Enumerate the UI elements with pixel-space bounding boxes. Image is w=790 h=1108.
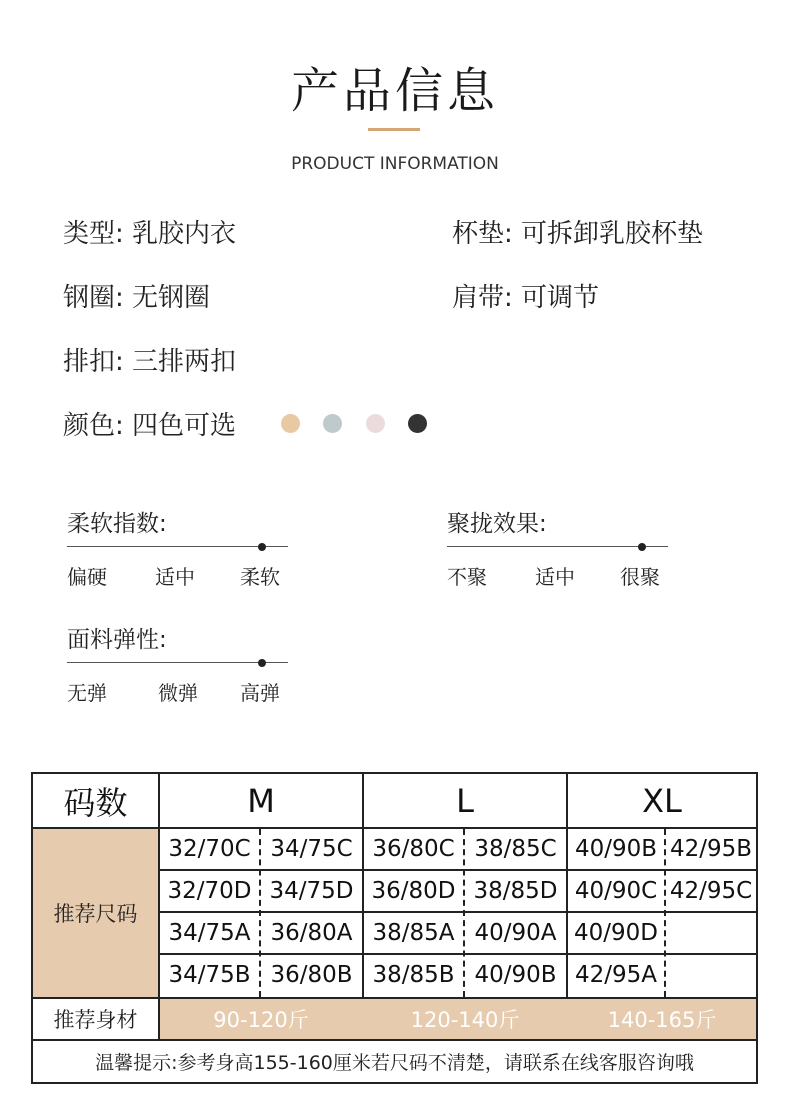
table-rule [33, 997, 756, 999]
softness-label: 柔软指数: [67, 511, 167, 537]
swatch-pink[interactable] [366, 414, 385, 433]
push-option-medium: 适中 [535, 565, 575, 589]
size-cell: 38/85A [372, 920, 455, 946]
size-cell: 42/95A [574, 962, 658, 988]
table-corner: 码数 [63, 783, 128, 822]
attr-pad: 杯垫: 可拆卸乳胶杯垫 [452, 219, 704, 249]
title-divider [368, 128, 420, 131]
recommended-body-label: 推荐身材 [53, 1008, 138, 1032]
size-cell: 42/95B [669, 836, 753, 862]
size-cell: 32/70C [168, 836, 251, 862]
size-cell: 42/95C [669, 878, 753, 904]
table-rule [160, 911, 756, 913]
table-rule [160, 953, 756, 955]
size-cell: 34/75B [168, 962, 251, 988]
elastic-label: 面料弹性: [67, 627, 167, 653]
table-rule [362, 774, 364, 997]
swatch-black[interactable] [408, 414, 427, 433]
table-rule [158, 774, 160, 997]
elastic-option-slight: 微弹 [158, 681, 198, 705]
elastic-marker [258, 659, 266, 667]
swatch-grey-blue[interactable] [323, 414, 342, 433]
size-cell: 40/90A [474, 920, 557, 946]
size-cell: 40/90D [574, 920, 658, 946]
softness-option-medium: 适中 [155, 565, 195, 589]
elastic-option-high: 高弹 [240, 681, 280, 705]
softness-option-hard: 偏硬 [67, 565, 107, 589]
push-option-high: 很聚 [620, 565, 660, 589]
elastic-track [67, 662, 288, 663]
weight-m: 90-120斤 [213, 1008, 309, 1032]
page-title: 产品信息 [290, 63, 499, 119]
weight-l: 120-140斤 [410, 1008, 520, 1032]
size-cell: 34/75D [269, 878, 354, 904]
size-cell: 40/90B [474, 962, 557, 988]
size-tip-note: 温馨提示:参考身高155-160厘米若尺码不清楚，请联系在线客服咨询哦 [95, 1052, 694, 1074]
size-cell [666, 955, 756, 995]
size-cell: 36/80A [270, 920, 353, 946]
table-dashed-rule [664, 829, 666, 997]
swatch-beige[interactable] [281, 414, 300, 433]
size-cell: 34/75A [168, 920, 251, 946]
attr-hook: 排扣: 三排两扣 [63, 347, 237, 377]
size-cell: 38/85B [372, 962, 455, 988]
size-cell: 38/85D [473, 878, 558, 904]
page-subtitle: PRODUCT INFORMATION [291, 154, 499, 174]
table-rule [566, 774, 568, 997]
table-dashed-rule [463, 829, 465, 997]
table-dashed-rule [259, 829, 261, 997]
attr-type: 类型: 乳胶内衣 [63, 219, 237, 249]
size-cell [666, 913, 756, 953]
recommended-size-label: 推荐尺码 [33, 829, 158, 997]
softness-track [67, 546, 288, 547]
weight-xl: 140-165斤 [607, 1008, 717, 1032]
elastic-option-none: 无弹 [67, 681, 107, 705]
size-header-m: M [247, 781, 275, 820]
push-label: 聚拢效果: [447, 511, 547, 537]
size-cell: 36/80D [371, 878, 456, 904]
size-cell: 40/90B [574, 836, 658, 862]
softness-option-soft: 柔软 [240, 565, 280, 589]
attr-strap: 肩带: 可调节 [452, 283, 600, 313]
size-header-xl: XL [642, 781, 682, 820]
size-cell: 34/75C [270, 836, 353, 862]
push-marker [638, 543, 646, 551]
size-cell: 40/90C [574, 878, 658, 904]
push-option-none: 不聚 [447, 565, 487, 589]
size-cell: 36/80B [270, 962, 353, 988]
table-rule [158, 997, 160, 1039]
size-table [31, 772, 758, 1084]
table-rule [33, 827, 756, 829]
table-rule [33, 1039, 756, 1041]
size-header-l: L [456, 781, 474, 820]
table-rule [160, 869, 756, 871]
push-track [447, 546, 668, 547]
attr-wire: 钢圈: 无钢圈 [63, 283, 211, 313]
attr-color: 颜色: 四色可选 [63, 411, 237, 441]
size-cell: 36/80C [372, 836, 455, 862]
size-cell: 38/85C [474, 836, 557, 862]
size-cell: 32/70D [167, 878, 252, 904]
softness-marker [258, 543, 266, 551]
